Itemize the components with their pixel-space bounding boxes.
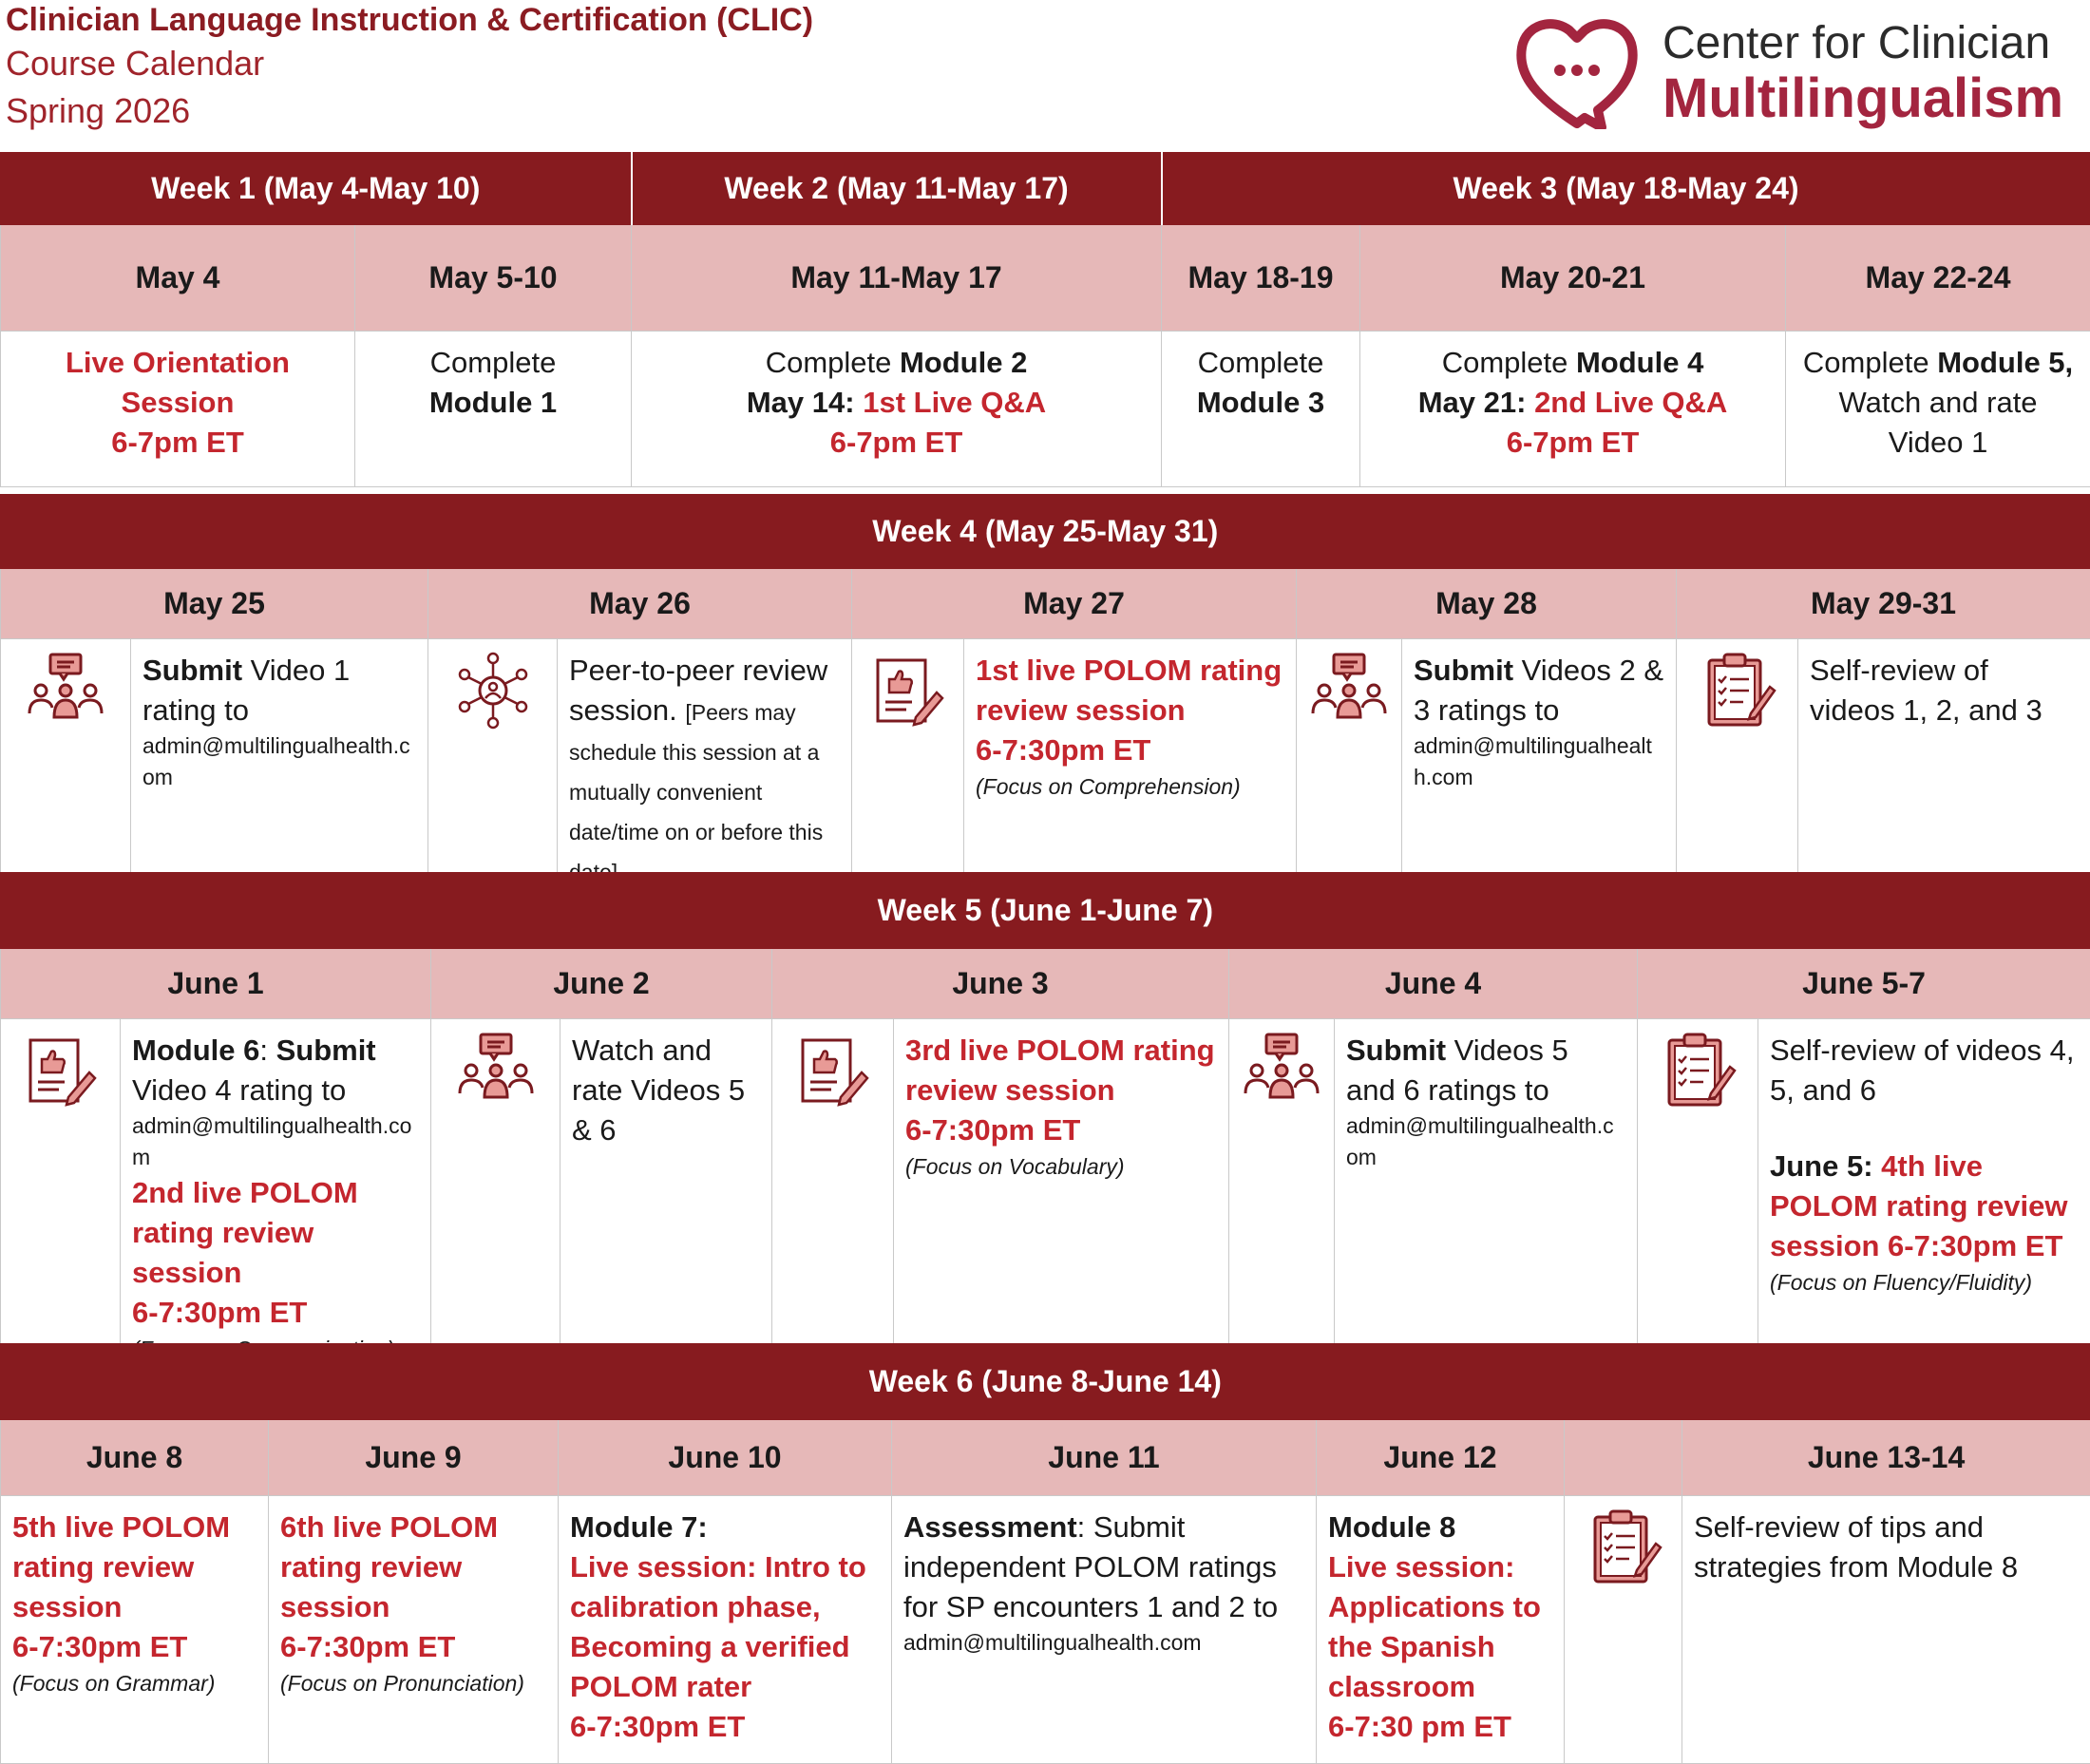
event-time: 6-7:30pm ET (976, 730, 1284, 770)
event-date: May 14: (747, 386, 855, 419)
icon-cell (1638, 1019, 1758, 1374)
task-text: Complete (766, 346, 900, 379)
day-cell (560, 1019, 772, 1374)
group-chat-icon (1242, 1031, 1321, 1110)
icon-cell (431, 1019, 560, 1374)
clipboard-checklist-icon (1698, 651, 1777, 730)
event-text: Live session: Applications to the Spanish classroom (1328, 1547, 1552, 1707)
event-text: 2nd Live Q&A (1534, 386, 1727, 419)
calendar-subtitle: Course Calendar (6, 44, 264, 84)
module-label: Module 3 (1173, 383, 1348, 423)
icon-cell (772, 1019, 894, 1374)
event-text: 4th live POLOM rating review session 6-7:30pm ET (1770, 1149, 2068, 1262)
date-header: June 13-14 (1682, 1420, 2090, 1496)
task-text: Video 1 rating to (142, 654, 350, 727)
calendar-term: Spring 2026 (6, 91, 190, 131)
logo-text-line1: Center for Clinician (1662, 17, 2050, 69)
task-text: Videos 5 and 6 ratings to (1346, 1034, 1568, 1107)
task-text: Complete (1173, 343, 1348, 383)
day-cell (1360, 332, 1786, 487)
icon-cell (852, 639, 964, 899)
week-2-header: Week 2 (May 11-May 17) (632, 153, 1162, 225)
day-cell (121, 1019, 431, 1374)
separator: : (259, 1034, 276, 1067)
week-4-header: Week 4 (May 25-May 31) (1, 495, 2090, 569)
email-address: admin@multilingualhealth.com (132, 1110, 425, 1173)
event-focus: (Focus on Pronunciation) (280, 1667, 546, 1699)
day-cell (892, 1496, 1317, 1764)
icon-cell (1229, 1019, 1335, 1374)
module-label: Module 8 (1328, 1508, 1552, 1547)
rating-document-icon (793, 1031, 873, 1110)
day-cell (1, 332, 355, 487)
day-cell (355, 332, 632, 487)
icon-cell (1677, 639, 1798, 899)
email-address: admin@multilingualhealth.com (903, 1627, 1304, 1659)
date-header: May 29-31 (1677, 569, 2090, 639)
event-focus: (Focus on Fluency/Fluidity) (1770, 1266, 2079, 1299)
event-focus: (Focus on Comprehension) (976, 770, 1284, 803)
week-5-header: Week 5 (June 1-June 7) (1, 873, 2090, 949)
day-cell (1798, 639, 2090, 899)
group-chat-icon (1309, 651, 1389, 730)
date-header: June 2 (431, 949, 772, 1019)
date-header: May 27 (852, 569, 1297, 639)
day-cell (559, 1496, 892, 1764)
day-cell (1335, 1019, 1638, 1374)
task-action: Submit (1414, 654, 1513, 687)
event-text: Live session: Intro to calibration phase, Becoming a verified POLOM rater (570, 1547, 880, 1707)
module-label: Module 2 (900, 346, 1027, 379)
day-cell (964, 639, 1297, 899)
day-cell (1758, 1019, 2090, 1374)
event-focus: (Focus on Vocabulary) (905, 1150, 1217, 1183)
clipboard-checklist-icon (1584, 1508, 1663, 1587)
event-text: 1st Live Q&A (863, 386, 1046, 419)
event-text: 3rd live POLOM rating review session (905, 1031, 1217, 1110)
date-header: June 1 (1, 949, 431, 1019)
event-text: 6th live POLOM rating review session (280, 1508, 546, 1627)
week-4-table (0, 494, 2090, 899)
rating-document-icon (21, 1031, 101, 1110)
week-6-header: Week 6 (June 8-June 14) (1, 1344, 2090, 1420)
event-time: 6-7pm ET (12, 423, 343, 463)
task-text: Complete (1803, 346, 1937, 379)
day-cell (131, 639, 428, 899)
event-time: 6-7pm ET (1372, 423, 1774, 463)
task-text: Complete (1442, 346, 1576, 379)
task-text: Watch and rate Video 1 (1797, 383, 2079, 463)
task-action: Submit (276, 1034, 376, 1067)
icon-cell (1, 639, 131, 899)
date-header: June 5-7 (1638, 949, 2090, 1019)
day-cell (894, 1019, 1229, 1374)
day-cell (632, 332, 1162, 487)
logo-text-line2: Multilingualism (1662, 66, 2063, 130)
day-cell (1402, 639, 1677, 899)
event-time: 6-7:30pm ET (132, 1293, 425, 1333)
date-header: May 11-May 17 (632, 225, 1162, 332)
group-chat-icon (26, 651, 105, 730)
email-address: admin@multilingualhealth.com (1414, 730, 1664, 793)
day-cell (1786, 332, 2090, 487)
heart-chat-icon (1510, 11, 1644, 129)
network-people-icon (453, 651, 533, 730)
task-action: Submit (1346, 1034, 1446, 1067)
module-label: Module 4 (1576, 346, 1703, 379)
week-1-header: Week 1 (May 4-May 10) (1, 153, 632, 225)
day-cell (1162, 332, 1360, 487)
event-text: 1st live POLOM rating review session (976, 651, 1284, 730)
task-text: Video 4 rating to (132, 1073, 346, 1107)
weeks-1-3-table (0, 152, 2090, 487)
module-label: Module 6 (132, 1034, 259, 1067)
task-text: Self-review of videos 4, 5, and 6 (1770, 1031, 2079, 1110)
event-date: June 5: (1770, 1149, 1873, 1183)
date-header: May 22-24 (1786, 225, 2090, 332)
event-time: 6-7:30pm ET (12, 1627, 256, 1667)
email-address: admin@multilingualhealth.com (1346, 1110, 1625, 1173)
task-note: [Peers may schedule this session at a mutually convenient date/time on or before this (569, 700, 823, 884)
event-time: 6-7:30 pm ET (1328, 1707, 1552, 1747)
date-header: May 5-10 (355, 225, 632, 332)
event-time: 6-7:30pm ET (905, 1110, 1217, 1150)
event-time: 6-7:30pm ET (280, 1627, 546, 1667)
task-action: Assessment (903, 1510, 1077, 1544)
date-header: June 12 (1317, 1420, 1565, 1496)
day-cell (1, 1496, 269, 1764)
icon-cell (1565, 1496, 1682, 1764)
event-date: May 21: (1418, 386, 1527, 419)
date-header: June 11 (892, 1420, 1317, 1496)
clipboard-checklist-icon (1658, 1031, 1738, 1110)
date-header: June 8 (1, 1420, 269, 1496)
date-header: June 10 (559, 1420, 892, 1496)
module-label: Module 1 (367, 383, 619, 423)
date-header: May 28 (1297, 569, 1677, 639)
task-action: Submit (142, 654, 242, 687)
event-text: Live Orientation Session (12, 343, 343, 423)
date-header: May 25 (1, 569, 428, 639)
task-text: Peer-to-peer review session. (569, 654, 827, 727)
day-cell (558, 639, 852, 899)
date-header-empty (1565, 1420, 1682, 1496)
icon-cell (1297, 639, 1402, 899)
module-label: Module 5, (1937, 346, 2073, 379)
date-header: May 4 (1, 225, 355, 332)
event-text: 2nd live POLOM rating review session (132, 1173, 425, 1293)
icon-cell (1, 1019, 121, 1374)
email-address: admin@multilingualhealth.com (142, 730, 416, 793)
date-header: June 3 (772, 949, 1229, 1019)
day-cell (1317, 1496, 1565, 1764)
task-text: Watch and rate Videos 5 & 6 (572, 1031, 760, 1150)
module-label: Module 7: (570, 1508, 880, 1547)
day-cell (269, 1496, 559, 1764)
task-text: Self-review of tips and strategies from Module 8 (1694, 1508, 2079, 1587)
task-text: Self-review of videos 1, 2, and 3 (1810, 651, 2079, 730)
week-3-header: Week 3 (May 18-May 24) (1162, 153, 2090, 225)
event-focus: (Focus on Grammar) (12, 1667, 256, 1699)
event-time: 6-7pm ET (643, 423, 1150, 463)
date-header: May 18-19 (1162, 225, 1360, 332)
group-chat-icon (456, 1031, 536, 1110)
task-text: : Submit independent POLOM ratings for SP encounters 1 and 2 to (903, 1510, 1278, 1623)
task-text: Complete (367, 343, 619, 383)
week-6-table (0, 1343, 2090, 1764)
task-text: Videos 2 & 3 ratings to (1414, 654, 1663, 727)
date-header: May 26 (428, 569, 852, 639)
week-5-table (0, 872, 2090, 1374)
event-text: 5th live POLOM rating review session (12, 1508, 256, 1627)
date-header: June 4 (1229, 949, 1638, 1019)
calendar-title: Clinician Language Instruction & Certification (CLIC) (6, 2, 813, 39)
date-header: May 20-21 (1360, 225, 1786, 332)
icon-cell (428, 639, 558, 899)
date-header: June 9 (269, 1420, 559, 1496)
center-logo (1510, 11, 2080, 135)
rating-document-icon (868, 651, 948, 730)
event-time: 6-7:30pm ET (570, 1707, 880, 1747)
day-cell (1682, 1496, 2090, 1764)
